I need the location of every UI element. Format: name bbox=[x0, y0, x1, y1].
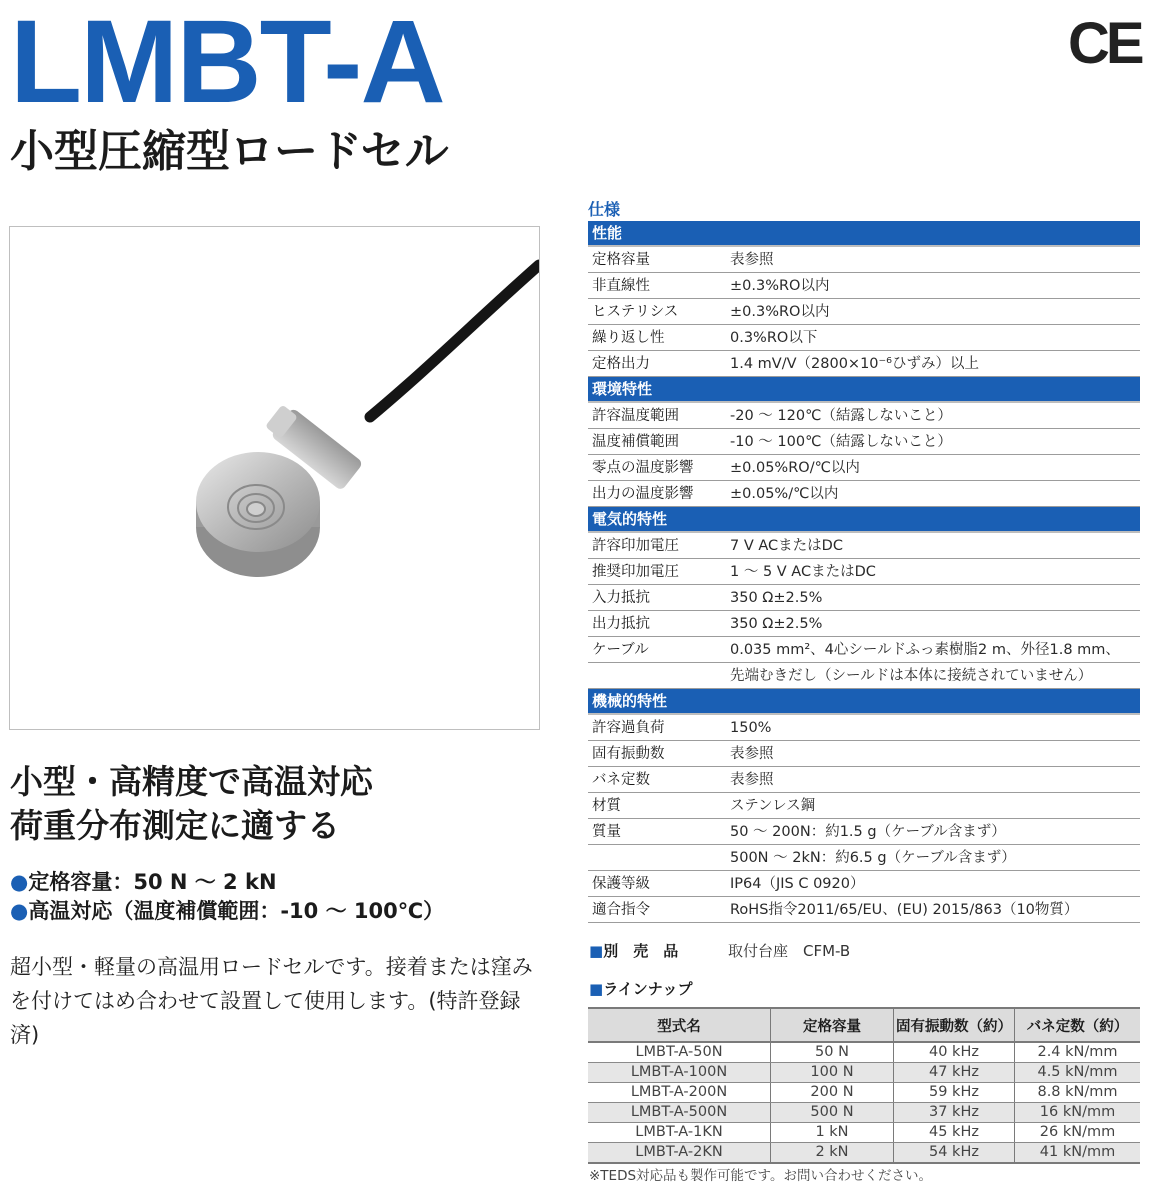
feature-headline bbox=[10, 760, 373, 848]
spec-value: ステンレス鋼 bbox=[730, 798, 816, 814]
product-photo bbox=[9, 226, 540, 730]
lineup-cell: 1 kN bbox=[771, 1123, 894, 1143]
square-bullet-icon: ■ bbox=[589, 942, 604, 960]
product-description: 超小型・軽量の高温用ロードセルです。接着または窪みを付けてはめ合わせて設置して使用します。(特許登録済) bbox=[10, 955, 533, 1047]
spec-value: 表参照 bbox=[730, 746, 774, 762]
spec-value: 1.4 mV/V（2800×10⁻⁶ひずみ）以上 bbox=[730, 356, 979, 372]
spec-key: 許容過負荷 bbox=[592, 720, 665, 736]
product-model-title: LMBT-A bbox=[10, 0, 444, 128]
lineup-cell: 59 kHz bbox=[894, 1083, 1015, 1103]
lineup-cell: 41 kN/mm bbox=[1015, 1143, 1141, 1164]
spec-value: 350 Ω±2.5% bbox=[730, 590, 823, 606]
lineup-cell: LMBT-A-100N bbox=[588, 1063, 771, 1083]
bullet-dot-icon: ● bbox=[10, 899, 29, 923]
lineup-row bbox=[588, 1042, 1140, 1063]
spec-key: 出力抵抗 bbox=[592, 616, 650, 632]
lineup-cell: 2 kN bbox=[771, 1143, 894, 1164]
spec-row bbox=[588, 299, 1140, 325]
spec-value: ±0.3%RO以内 bbox=[730, 304, 830, 320]
product-subtitle: 小型圧縮型ロードセル bbox=[10, 126, 449, 177]
lineup-cell: LMBT-A-500N bbox=[588, 1103, 771, 1123]
lineup-cell: 2.4 kN/mm bbox=[1015, 1042, 1141, 1063]
lineup-row bbox=[588, 1123, 1140, 1143]
lineup-row bbox=[588, 1103, 1140, 1123]
spec-value: 1 ～ 5 V ACまたはDC bbox=[730, 564, 876, 580]
spec-row bbox=[588, 637, 1140, 663]
spec-row bbox=[588, 845, 1140, 871]
spec-row bbox=[588, 533, 1140, 559]
spec-key: 出力の温度影響 bbox=[592, 486, 694, 502]
headline-line-2: 荷重分布測定に適する bbox=[10, 806, 340, 845]
lineup-title: ■ラインナップ bbox=[589, 980, 693, 998]
spec-key: 適合指令 bbox=[592, 902, 650, 918]
spec-key: 零点の温度影響 bbox=[592, 460, 694, 476]
spec-value: 50 ～ 200N：約1.5 g（ケーブル含まず） bbox=[730, 824, 1006, 840]
spec-key: ヒステリシス bbox=[592, 304, 679, 320]
spec-value: 0.3%RO以下 bbox=[730, 330, 818, 346]
lineup-cell: LMBT-A-2KN bbox=[588, 1143, 771, 1164]
spec-row bbox=[588, 871, 1140, 897]
lineup-cell: 54 kHz bbox=[894, 1143, 1015, 1164]
square-bullet-icon: ■ bbox=[589, 980, 604, 998]
lineup-cell: 4.5 kN/mm bbox=[1015, 1063, 1141, 1083]
lineup-cell: LMBT-A-50N bbox=[588, 1042, 771, 1063]
lineup-cell: LMBT-A-200N bbox=[588, 1083, 771, 1103]
spec-row bbox=[588, 715, 1140, 741]
spec-row bbox=[588, 247, 1140, 273]
spec-row bbox=[588, 819, 1140, 845]
optional-accessory-label: ■別 売 品 bbox=[589, 942, 679, 960]
load-cell-illustration bbox=[10, 227, 539, 729]
spec-value: -20 ～ 120℃（結露しないこと） bbox=[730, 408, 952, 424]
lineup-cell: 45 kHz bbox=[894, 1123, 1015, 1143]
spec-key: 非直線性 bbox=[592, 278, 650, 294]
spec-row bbox=[588, 793, 1140, 819]
spec-section-header: 機械的特性 bbox=[588, 689, 1140, 715]
spec-value: 150% bbox=[730, 720, 772, 736]
spec-row bbox=[588, 559, 1140, 585]
lineup-table bbox=[588, 1007, 1140, 1164]
spec-key: 固有振動数 bbox=[592, 746, 665, 762]
spec-key bbox=[588, 845, 730, 870]
spec-row bbox=[588, 325, 1140, 351]
spec-key: 許容温度範囲 bbox=[592, 408, 679, 424]
lineup-cell: 37 kHz bbox=[894, 1103, 1015, 1123]
spec-value: 7 V ACまたはDC bbox=[730, 538, 843, 554]
spec-value: RoHS指令2011/65/EU、(EU) 2015/863（10物質） bbox=[730, 902, 1079, 918]
headline-line-1: 小型・高精度で高温対応 bbox=[10, 762, 373, 801]
spec-value: 0.035 mm²、4心シールドふっ素樹脂2 m、外径1.8 mm、 bbox=[730, 642, 1120, 658]
spec-value: 先端むきだし（シールドは本体に接続されていません） bbox=[730, 668, 1093, 684]
lineup-row bbox=[588, 1143, 1140, 1164]
spec-value: 500N ～ 2kN：約6.5 g（ケーブル含まず） bbox=[730, 850, 1016, 866]
spec-row bbox=[588, 767, 1140, 793]
spec-row bbox=[588, 455, 1140, 481]
lineup-header-frequency: 固有振動数（約） bbox=[894, 1008, 1015, 1042]
spec-key: 許容印加電圧 bbox=[592, 538, 679, 554]
lineup-cell: 26 kN/mm bbox=[1015, 1123, 1141, 1143]
lineup-header-row bbox=[588, 1008, 1140, 1042]
spec-row bbox=[588, 611, 1140, 637]
lineup-cell: 16 kN/mm bbox=[1015, 1103, 1141, 1123]
spec-value: 表参照 bbox=[730, 252, 774, 268]
spec-key: ケーブル bbox=[592, 642, 649, 658]
spec-value: ±0.05%/℃以内 bbox=[730, 486, 839, 502]
bullet-dot-icon: ● bbox=[10, 870, 29, 894]
lineup-header-spring: バネ定数（約） bbox=[1015, 1008, 1141, 1042]
spec-key: 温度補償範囲 bbox=[592, 434, 679, 450]
spec-key: 保護等級 bbox=[592, 876, 650, 892]
lineup-cell: 8.8 kN/mm bbox=[1015, 1083, 1141, 1103]
lineup-row bbox=[588, 1063, 1140, 1083]
spec-key: 材質 bbox=[592, 798, 621, 814]
spec-table bbox=[588, 221, 1140, 923]
spec-value: IP64（JIS C 0920） bbox=[730, 876, 865, 892]
spec-value: ±0.3%RO以内 bbox=[730, 278, 830, 294]
spec-row bbox=[588, 897, 1140, 923]
spec-row bbox=[588, 585, 1140, 611]
spec-row bbox=[588, 741, 1140, 767]
spec-section-header: 環境特性 bbox=[588, 377, 1140, 403]
lineup-header-capacity: 定格容量 bbox=[771, 1008, 894, 1042]
spec-row bbox=[588, 663, 1140, 689]
spec-section-header: 電気的特性 bbox=[588, 507, 1140, 533]
spec-key: 繰り返し性 bbox=[592, 330, 665, 346]
teds-note: ※TEDS対応品も製作可能です。お問い合わせください。 bbox=[589, 1168, 932, 1184]
lineup-cell: LMBT-A-1KN bbox=[588, 1123, 771, 1143]
spec-key: バネ定数 bbox=[592, 772, 650, 788]
spec-row bbox=[588, 351, 1140, 377]
ce-mark-logo: CE bbox=[1068, 11, 1141, 76]
spec-value: -10 ～ 100℃（結露しないこと） bbox=[730, 434, 952, 450]
spec-section-header: 性能 bbox=[588, 221, 1140, 247]
lineup-cell: 40 kHz bbox=[894, 1042, 1015, 1063]
lineup-cell: 200 N bbox=[771, 1083, 894, 1103]
spec-key: 入力抵抗 bbox=[592, 590, 650, 606]
lineup-header-model: 型式名 bbox=[588, 1008, 771, 1042]
spec-title: 仕様 bbox=[588, 200, 621, 219]
spec-key: 推奨印加電圧 bbox=[592, 564, 679, 580]
spec-key: 定格出力 bbox=[592, 356, 650, 372]
bullet-temperature: ●高温対応（温度補償範囲：-10 ～ 100℃） bbox=[10, 899, 445, 923]
lineup-cell: 50 N bbox=[771, 1042, 894, 1063]
spec-value: 350 Ω±2.5% bbox=[730, 616, 823, 632]
spec-value: 表参照 bbox=[730, 772, 774, 788]
spec-value: ±0.05%RO/℃以内 bbox=[730, 460, 860, 476]
lineup-row bbox=[588, 1083, 1140, 1103]
spec-row bbox=[588, 273, 1140, 299]
spec-key: 質量 bbox=[592, 824, 621, 840]
spec-row bbox=[588, 481, 1140, 507]
optional-accessory-value: 取付台座 CFM-B bbox=[728, 942, 851, 960]
spec-key bbox=[588, 663, 730, 688]
bullet-capacity: ●定格容量：50 N ～ 2 kN bbox=[10, 870, 277, 894]
lineup-cell: 47 kHz bbox=[894, 1063, 1015, 1083]
spec-row bbox=[588, 403, 1140, 429]
lineup-cell: 500 N bbox=[771, 1103, 894, 1123]
lineup-cell: 100 N bbox=[771, 1063, 894, 1083]
spec-key: 定格容量 bbox=[592, 252, 650, 268]
spec-row bbox=[588, 429, 1140, 455]
